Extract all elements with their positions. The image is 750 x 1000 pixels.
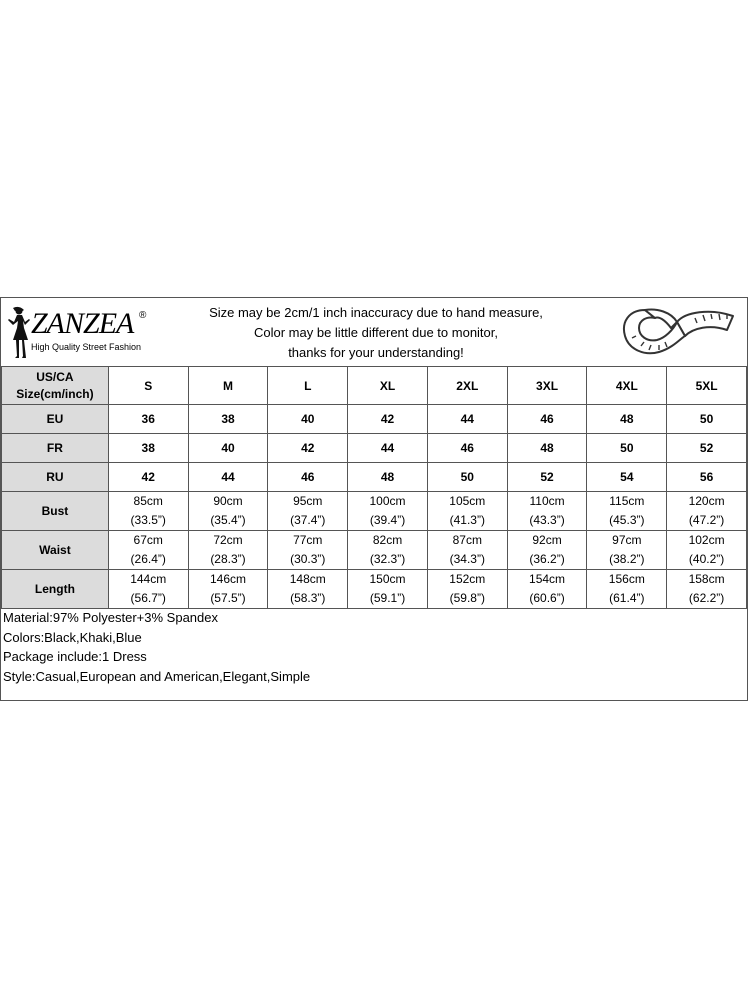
notice-line: Color may be little different due to monitor, <box>254 325 498 340</box>
registered-mark: ® <box>139 310 147 321</box>
table-cell: 40 <box>188 434 268 463</box>
table-cell: 77cm (30.3”) <box>268 531 348 570</box>
table-cell: 144cm (56.7”) <box>108 570 188 609</box>
table-cell: 50 <box>587 434 667 463</box>
table-row-waist <box>2 531 747 570</box>
table-cell: 110cm (43.3”) <box>507 492 587 531</box>
table-cell: 48 <box>587 405 667 434</box>
table-cell: 50 <box>667 405 747 434</box>
size-col-l: L <box>268 367 348 405</box>
table-cell: 146cm (57.5”) <box>188 570 268 609</box>
table-cell: 102cm (40.2”) <box>667 531 747 570</box>
table-cell: 56 <box>667 463 747 492</box>
size-chart <box>0 297 748 701</box>
row-label: Waist <box>2 531 109 570</box>
table-cell: 46 <box>427 434 507 463</box>
table-cell: 156cm (61.4”) <box>587 570 667 609</box>
size-col-xl: XL <box>348 367 428 405</box>
table-cell: 42 <box>268 434 348 463</box>
table-cell: 36 <box>108 405 188 434</box>
table-cell: 46 <box>268 463 348 492</box>
table-cell: 52 <box>507 463 587 492</box>
size-col-3xl: 3XL <box>507 367 587 405</box>
table-cell: 92cm (36.2”) <box>507 531 587 570</box>
table-cell: 152cm (59.8”) <box>427 570 507 609</box>
size-col-4xl: 4XL <box>587 367 667 405</box>
size-header-row <box>2 367 747 405</box>
table-cell: 44 <box>348 434 428 463</box>
table-cell: 148cm (58.3”) <box>268 570 348 609</box>
table-cell: 48 <box>507 434 587 463</box>
table-cell: 44 <box>427 405 507 434</box>
table-cell: 42 <box>348 405 428 434</box>
table-cell: 150cm (59.1”) <box>348 570 428 609</box>
row-label: EU <box>2 405 109 434</box>
table-cell: 67cm (26.4”) <box>108 531 188 570</box>
size-col-2xl: 2XL <box>427 367 507 405</box>
table-cell: 44 <box>188 463 268 492</box>
table-row-bust <box>2 492 747 531</box>
table-cell: 48 <box>348 463 428 492</box>
table-cell: 52 <box>667 434 747 463</box>
row-label: FR <box>2 434 109 463</box>
table-cell: 87cm (34.3”) <box>427 531 507 570</box>
size-col-m: M <box>188 367 268 405</box>
size-header-label: US/CA Size(cm/inch) <box>2 367 109 405</box>
row-label: Bust <box>2 492 109 531</box>
table-cell: 42 <box>108 463 188 492</box>
product-info <box>3 608 310 686</box>
fashion-figure-icon <box>5 306 31 360</box>
table-cell: 72cm (28.3”) <box>188 531 268 570</box>
row-label: Length <box>2 570 109 609</box>
style-text: Style:Casual,European and American,Elegant,Simple <box>3 668 311 684</box>
table-cell: 40 <box>268 405 348 434</box>
table-row-length <box>2 570 747 609</box>
table-cell: 85cm (33.5”) <box>108 492 188 531</box>
table-cell: 95cm (37.4”) <box>268 492 348 531</box>
size-chart-header <box>1 298 747 367</box>
row-label: RU <box>2 463 109 492</box>
brand-tagline: High Quality Street Fashion <box>31 342 142 352</box>
table-cell: 90cm (35.4”) <box>188 492 268 531</box>
notice-line: thanks for your understanding! <box>288 345 464 360</box>
table-cell: 97cm (38.2”) <box>587 531 667 570</box>
size-col-s: S <box>108 367 188 405</box>
package-text: Package include:1 Dress <box>3 649 147 664</box>
table-cell: 154cm (60.6”) <box>507 570 587 609</box>
measurement-notice <box>181 303 571 363</box>
material-text: Material:97% Polyester+3% Spandex <box>3 610 218 625</box>
table-cell: 100cm (39.4”) <box>348 492 428 531</box>
table-cell: 38 <box>188 405 268 434</box>
table-cell: 120cm (47.2”) <box>667 492 747 531</box>
notice-line: Size may be 2cm/1 inch inaccuracy due to hand measure, <box>209 305 543 320</box>
table-cell: 82cm (32.3”) <box>348 531 428 570</box>
colors-text: Colors:Black,Khaki,Blue <box>3 629 142 645</box>
table-row-ru <box>2 463 747 492</box>
size-table <box>1 366 747 609</box>
brand-logo <box>5 304 155 360</box>
table-cell: 46 <box>507 405 587 434</box>
table-cell: 50 <box>427 463 507 492</box>
table-row-fr <box>2 434 747 463</box>
table-cell: 105cm (41.3”) <box>427 492 507 531</box>
table-cell: 54 <box>587 463 667 492</box>
measuring-tape-icon <box>615 302 739 362</box>
table-row-eu <box>2 405 747 434</box>
brand-name: ZANZEA <box>31 307 134 340</box>
table-cell: 38 <box>108 434 188 463</box>
table-cell: 115cm (45.3”) <box>587 492 667 531</box>
size-col-5xl: 5XL <box>667 367 747 405</box>
table-cell: 158cm (62.2”) <box>667 570 747 609</box>
